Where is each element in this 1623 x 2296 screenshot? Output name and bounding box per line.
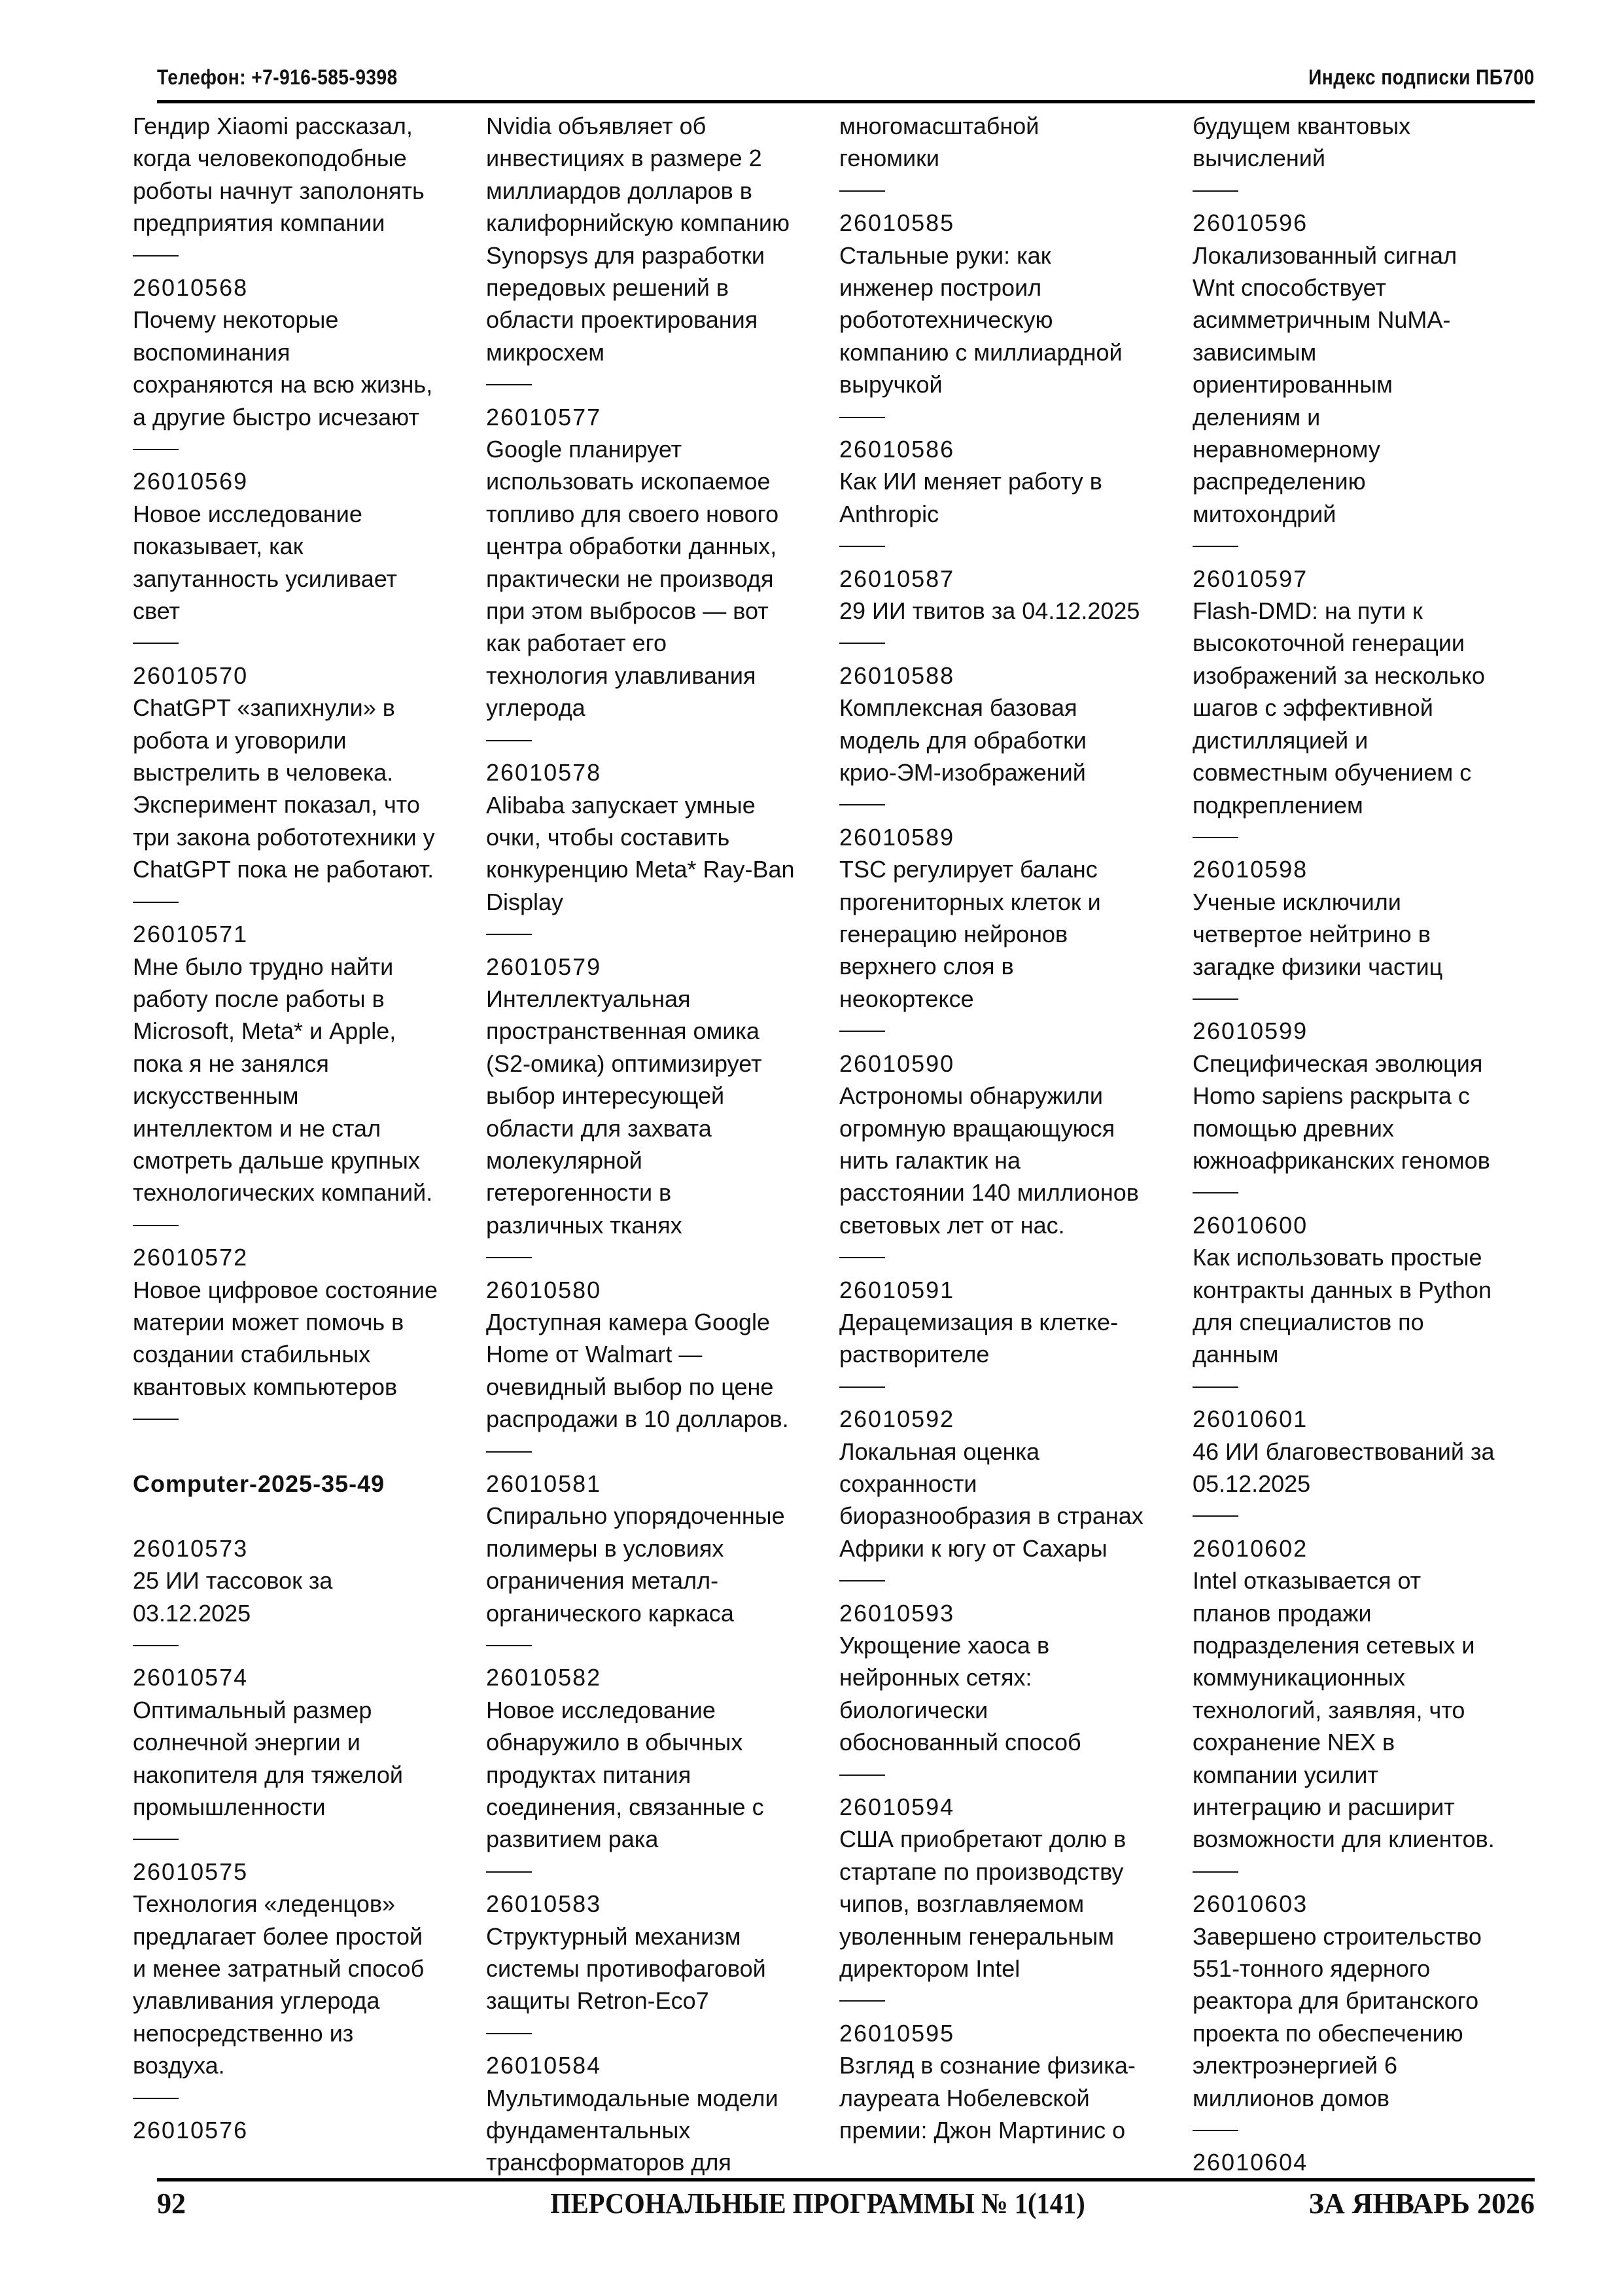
entry-title: TSC регулирует баланс прогениторных клеток и генерацию нейронов верхнего слоя в неокортексе xyxy=(839,856,1101,1012)
entry-title: 29 ИИ твитов за 04.12.2025 xyxy=(839,597,1140,625)
issue-date: ЗА ЯНВАРЬ 2026 xyxy=(1308,2187,1535,2219)
entry-separator xyxy=(486,1856,532,1888)
entry-id: 26010583 xyxy=(486,1890,602,1918)
entry-separator xyxy=(839,530,885,562)
entry-id: 26010579 xyxy=(486,953,602,980)
entry-separator xyxy=(486,724,532,756)
entry-id: 26010586 xyxy=(839,436,955,463)
entry-separator xyxy=(839,1371,885,1403)
entry-title: Доступная камера Google Home от Walmart — очевидный выбор по цене распродажи в 10 долларов. xyxy=(486,1308,789,1433)
entry-id: 26010588 xyxy=(839,662,955,689)
entry-id: 26010590 xyxy=(839,1050,955,1077)
entry-id: 26010584 xyxy=(486,2052,602,2079)
entry-title: Flash-DMD: на пути к высокоточной генерации изображений за несколько шагов с эффективной дистилляцией и совместным обучением с подкреплением xyxy=(1193,597,1485,819)
entry-separator xyxy=(1193,983,1238,1015)
entry-title: Оптимальный размер солнечной энергии и накопителя для тяжелой промышленности xyxy=(133,1696,404,1820)
entry-separator xyxy=(839,1015,885,1047)
entry-separator xyxy=(133,886,179,918)
entry-id: 26010582 xyxy=(486,1664,602,1691)
entry-title: Мне было трудно найти работу после работы в Microsoft, Meta* и Apple, пока я не занялся искусственным интеллектом и не стал смотреть дальше крупных технологических компаний. xyxy=(133,953,433,1207)
entry-id: 26010600 xyxy=(1193,1211,1308,1239)
entry-separator xyxy=(839,1985,885,2017)
entry-title: Как использовать простые контракты данных в Python для специалистов по данным xyxy=(1193,1244,1492,1368)
entry-separator xyxy=(839,401,885,433)
entry-id: 26010577 xyxy=(486,403,602,431)
entry-title: Локальная оценка сохранности биоразнообразия в странах Африки к югу от Сахары xyxy=(839,1438,1143,1562)
entry-title: Intel отказывается от планов продажи подразделения сетевых и коммуникационных технологий, заявляя, что сохранение NEX в компании усилит интеграцию и расширит возможности для клиентов. xyxy=(1193,1567,1495,1853)
entry-id: 26010587 xyxy=(839,565,955,592)
entry-title: Взгляд в сознание физика- лауреата Нобелевской премии: Джон Мартинис о xyxy=(839,2052,1136,2144)
entry-title: Почему некоторые воспоминания сохраняются на всю жизнь, а другие быстро исчезают xyxy=(133,306,433,431)
entry-id: 26010589 xyxy=(839,823,955,851)
entry-title: Мультимодальные модели фундаментальных трансформаторов для xyxy=(486,2084,778,2176)
entry-id: 26010568 xyxy=(133,274,249,302)
entry-title: Спирально упорядоченные полимеры в условиях ограничения металл- органического каркаса xyxy=(486,1502,785,1627)
entry-id: 26010594 xyxy=(839,1793,955,1820)
article-columns xyxy=(131,110,1544,2176)
entry-id: 26010591 xyxy=(839,1276,955,1303)
column-4 xyxy=(1191,110,1544,2176)
entry-title: Ученые исключили четвертое нейтрино в загадке физики частиц xyxy=(1193,888,1443,980)
entry-id: 26010595 xyxy=(839,2019,955,2047)
entry-id: 26010570 xyxy=(133,662,249,689)
column-content xyxy=(1191,110,1544,2179)
entry-separator xyxy=(133,2082,179,2114)
entry-title: Дерацемизация в клетке- растворителе xyxy=(839,1308,1119,1368)
entry-separator xyxy=(1193,1500,1238,1532)
entry-id: 26010593 xyxy=(839,1599,955,1627)
entry-separator xyxy=(1193,530,1238,562)
entry-id: 26010581 xyxy=(486,1470,602,1497)
entry-id: 26010599 xyxy=(1193,1017,1308,1045)
section-heading: Computer-2025-35-49 xyxy=(133,1470,385,1497)
entry-separator xyxy=(486,1629,532,1661)
entry-separator xyxy=(839,175,885,207)
spacer xyxy=(133,1436,471,1468)
entry-separator xyxy=(133,433,179,465)
spacer xyxy=(133,1500,471,1532)
entry-separator xyxy=(486,368,532,400)
entry-title: Технология «леденцов» предлагает более простой и менее затратный способ улавливания углерода непосредственно из воздуха. xyxy=(133,1890,425,2079)
entry-separator xyxy=(839,1564,885,1597)
entry-separator xyxy=(133,1403,179,1435)
entry-title: Как ИИ меняет работу в Anthropic xyxy=(839,468,1102,527)
entry-separator xyxy=(133,1209,179,1241)
header-rule xyxy=(157,100,1535,103)
entry-title: Стальные руки: как инженер построил робототехническую компанию с миллиардной выручкой xyxy=(839,241,1123,398)
entry-title: Интеллектуальная пространственная омика (S2-омика) оптимизирует выбор интересующей области для захвата молекулярной гетерогенности в различных тканях xyxy=(486,985,762,1239)
entry-title: Завершено строительство 551-тонного ядерного реактора для британского проекта по обеспечению электроэнергией 6 миллионов домов xyxy=(1193,1922,1482,2111)
entry-id: 26010585 xyxy=(839,209,955,237)
page-footer xyxy=(157,2187,1535,2223)
column-content xyxy=(484,110,837,2179)
page-number: 92 xyxy=(157,2187,186,2219)
entry-id: 26010604 xyxy=(1193,2149,1308,2176)
column-content xyxy=(837,110,1191,2146)
entry-id: 26010569 xyxy=(133,468,249,495)
entry-id: 26010602 xyxy=(1193,1534,1308,1562)
footer-rule xyxy=(157,2178,1535,2181)
entry-title: многомасштабной геномики xyxy=(839,113,1039,172)
entry-id: 26010571 xyxy=(133,921,249,948)
entry-title: Nvidia объявляет об инвестициях в размере 2 миллиардов долларов в калифорнийскую компанию Synopsys для разработки передовых решений в области проектирования микросхем xyxy=(486,113,790,366)
header-subscription-index: Индекс подписки ПБ700 xyxy=(1308,65,1535,89)
entry-title: Локализованный сигнал Wnt способствует асимметричным NuMA- зависимым ориентированным делениям и неравномерному распределению митохондрий xyxy=(1193,241,1457,527)
entry-title: будущем квантовых вычислений xyxy=(1193,113,1411,172)
entry-id: 26010574 xyxy=(133,1664,249,1691)
entry-title: ChatGPT «запихнули» в робота и уговорили выстрелить в человека. Эксперимент показал, что три закона робототехники у ChatGPT пока не работают. xyxy=(133,694,435,883)
entry-separator xyxy=(839,1759,885,1791)
entry-id: 26010573 xyxy=(133,1534,249,1562)
column-2 xyxy=(484,110,837,2176)
entry-separator xyxy=(133,1629,179,1661)
entry-title: Структурный механизм системы противофаговой защиты Retron-Eco7 xyxy=(486,1922,766,2015)
entry-title: Комплексная базовая модель для обработки крио-ЭМ-изображений xyxy=(839,694,1087,786)
journal-title: ПЕРСОНАЛЬНЫЕ ПРОГРАММЫ № 1(141) xyxy=(550,2187,1085,2219)
entry-title: Alibaba запускает умные очки, чтобы составить конкуренцию Meta* Ray-Ban Display xyxy=(486,791,795,915)
column-1 xyxy=(131,110,484,2144)
entry-id: 26010572 xyxy=(133,1244,249,1271)
entry-id: 26010575 xyxy=(133,1858,249,1885)
entry-separator xyxy=(839,788,885,821)
entry-separator xyxy=(1193,1856,1238,1888)
entry-separator xyxy=(1193,1176,1238,1209)
entry-separator xyxy=(1193,821,1238,853)
entry-title: Астрономы обнаружили огромную вращающуюся нить галактик на расстоянии 140 миллионов световых лет от нас. xyxy=(839,1082,1139,1239)
entry-separator xyxy=(1193,175,1238,207)
entry-separator xyxy=(839,627,885,659)
entry-separator xyxy=(1193,1371,1238,1403)
entry-title: Новое исследование обнаружило в обычных продуктах питания соединения, связанные с развитием рака xyxy=(486,1696,764,1853)
entry-title: 25 ИИ тассовок за 03.12.2025 xyxy=(133,1567,333,1627)
entry-title: 46 ИИ благовествований за 05.12.2025 xyxy=(1193,1438,1495,1497)
entry-separator xyxy=(839,1241,885,1273)
entry-title: Google планирует использовать ископаемое топливо для своего нового центра обработки данных, практически не производя при этом выбросов — вот как работает его технология улавливания углерода xyxy=(486,436,779,722)
entry-id: 26010578 xyxy=(486,759,602,786)
header-phone: Телефон: +7-916-585-9398 xyxy=(157,65,398,89)
entry-title: Гендир Xiaomi рассказал, когда человекоподобные роботы начнут заполонять предприятия компании xyxy=(133,113,425,237)
entry-title: Специфическая эволюция Homo sapiens раскрыта с помощью древних южноафриканских геномов xyxy=(1193,1050,1490,1174)
entry-separator xyxy=(133,239,179,272)
entry-separator xyxy=(486,1436,532,1468)
entry-title: США приобретают долю в стартапе по производству чипов, возглавляемом уволенным генеральным директором Intel xyxy=(839,1826,1126,1982)
entry-separator xyxy=(133,1823,179,1855)
entry-separator xyxy=(486,2017,532,2049)
entry-title: Новое исследование показывает, как запутанность усиливает свет xyxy=(133,500,398,625)
entry-separator xyxy=(486,918,532,950)
entry-id: 26010592 xyxy=(839,1405,955,1433)
entry-separator xyxy=(1193,2114,1238,2146)
entry-separator xyxy=(486,1241,532,1273)
entry-id: 26010601 xyxy=(1193,1405,1308,1433)
entry-id: 26010576 xyxy=(133,2117,249,2144)
entry-title: Укрощение хаоса в нейронных сетях: биологически обоснованный способ xyxy=(839,1631,1081,1756)
entry-separator xyxy=(133,627,179,659)
entry-id: 26010597 xyxy=(1193,565,1308,592)
entry-id: 26010603 xyxy=(1193,1890,1308,1918)
page-header xyxy=(157,65,1535,97)
column-content xyxy=(131,110,484,2146)
entry-id: 26010596 xyxy=(1193,209,1308,237)
column-3 xyxy=(837,110,1191,2144)
entry-id: 26010598 xyxy=(1193,856,1308,883)
entry-id: 26010580 xyxy=(486,1276,602,1303)
entry-title: Новое цифровое состояние материи может помочь в создании стабильных квантовых компьютеров xyxy=(133,1276,438,1400)
